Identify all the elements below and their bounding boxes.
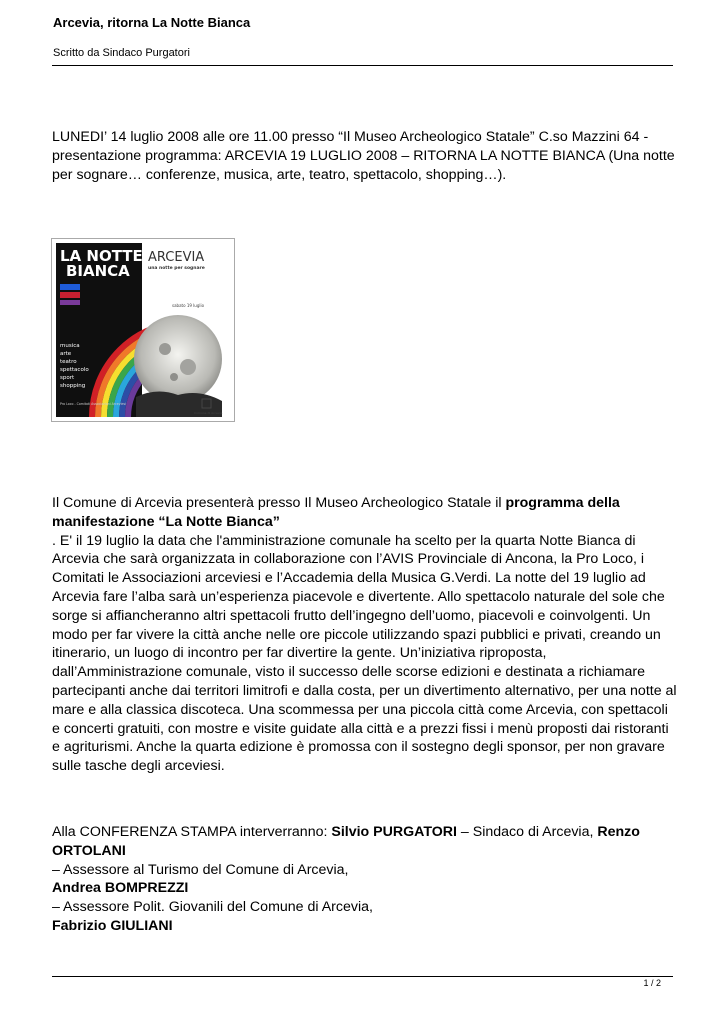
footer-divider [52,976,673,977]
poster-program-item: teatro [60,359,77,365]
poster-program-item: arte [60,351,72,357]
speaker-role: – Sindaco di Arcevia, [456,824,598,840]
speaker-name: Renzo ORTOLANI [52,824,640,859]
poster-title-2: BIANCA [66,262,130,280]
poster-date-note: sabato 19 luglio [172,303,205,308]
header-divider [52,65,673,66]
poster-footer-left: Pro Loco - Comitati Associazioni Arceviesi [60,402,127,406]
body-lead: Il Comune di Arcevia presenterà presso Il Museo Archeologico Statale il [52,495,506,511]
poster-tagline: una notte per sognare [148,266,205,271]
page-number: 1 / 2 [643,978,661,988]
event-poster-image [51,238,235,422]
speaker-role: – Assessore al Turismo del Comune di Arcevia, [52,861,349,878]
conference-paragraph [52,823,677,936]
speaker-name: Andrea BOMPREZZI [52,880,189,897]
body-text: . E' il 19 luglio la data che l'amministrazione comunale ha scelto per la quarta Notte Bianca di Arcevia che sarà organizzata in collaborazione con l’AVIS Provinciale di Ancona, la Pro Loco, i Comitati le Associazioni arceviesi e l’Accademia della Musica G.Verdi. La notte del 19 luglio ad Arcevia fare l’alba sarà un’esperienza piacevole e divertente. Allo spettacolo naturale del sole che sorge si affiancheranno altri spettacoli frutto dell’ingegno dell’uomo, piacevoli e coinvolgenti. Un modo per far vivere la città anche nelle ore piccole utilizzando spazi pubblici e privati, creando un itinerario, un luogo di incontro per far divertire la gente. Un’iniziativa riproposta, dall’Amministrazione comunale, visto il successo delle scorse edizioni e destinata a richiamare partecipanti anche dai territori limitrofi e dalla costa, per un divertimento alternativo, per una notte al mare e alla classica discoteca. Una scommessa per una piccola città come Arcevia, con spettacoli e concerti gratuiti, con mostre e visite guidate alla città e a prezzi fissi i menù proposti dai ristoranti e agriturismi. Anche la quarta edizione è promossa con il sostegno degli sponsor, per non gravare sulle tasche degli arceviesi. [52,532,677,775]
body-lead-bold: programma della manifestazione “La Notte Bianca” [52,495,620,530]
speaker-role: – Assessore Polit. Giovanili del Comune di Arcevia, [52,899,373,916]
body-paragraph [52,494,677,776]
poster-brand: ARCEVIA [148,250,205,265]
speaker-name: Silvio PURGATORI [331,824,457,840]
speaker-name: Fabrizio GIULIANI [52,917,173,934]
article-title: Arcevia, ritorna La Notte Bianca [53,15,251,30]
poster-graphic [52,239,234,421]
article-author: Scritto da Sindaco Purgatori [53,47,190,59]
poster-program-item: sport [60,375,75,381]
poster-program-item: shopping [60,383,86,389]
conference-intro: Alla CONFERENZA STAMPA interverranno: [52,824,332,840]
poster-footer-right: Comune di Arcevia [194,411,223,415]
poster-program-item: spettacolo [60,367,89,373]
poster-program-item: musica [60,343,80,349]
intro-paragraph: LUNEDI’ 14 luglio 2008 alle ore 11.00 presso “Il Museo Archeologico Statale” C.so Mazzini 64 - presentazione programma: ARCEVIA 19 LUGLIO 2008 – RITORNA LA NOTTE BIANCA (Una notte per sognare… conferenze, musica, arte, teatro, spettacolo, shopping…). [52,129,675,183]
poster-title-1: LA NOTTE [60,247,143,265]
